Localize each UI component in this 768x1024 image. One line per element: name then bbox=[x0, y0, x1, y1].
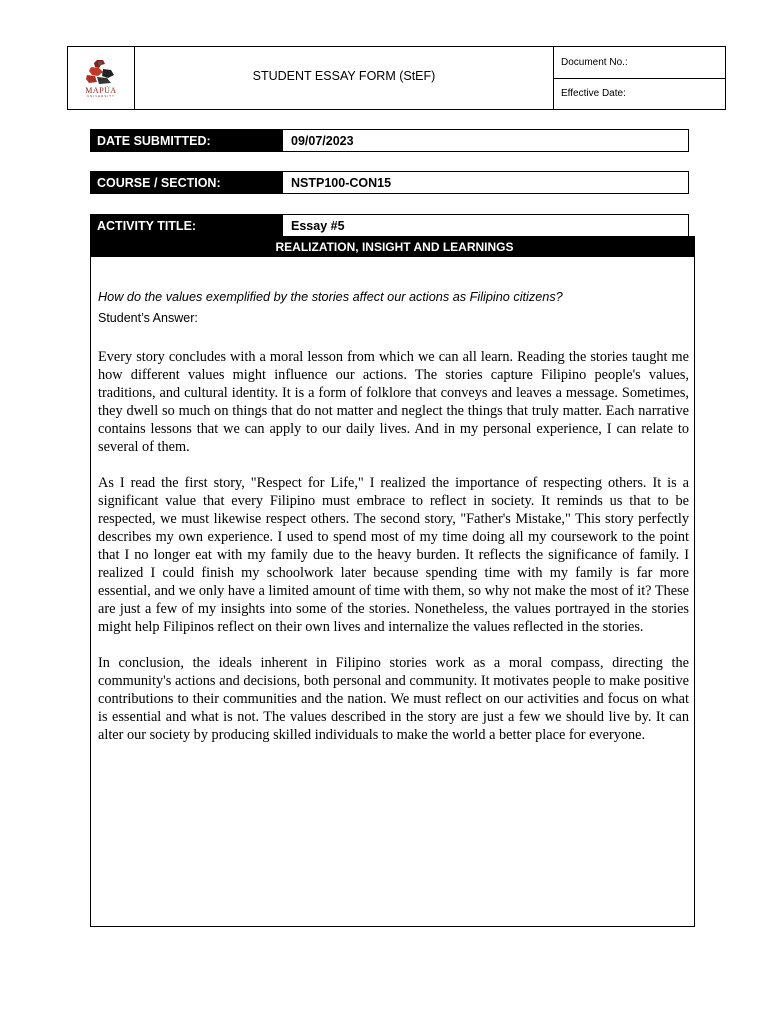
logo-wordmark: MAPÚA bbox=[85, 86, 117, 95]
document-no-label: Document No.: bbox=[561, 56, 628, 68]
essay-box bbox=[90, 257, 695, 927]
document-meta bbox=[554, 47, 725, 109]
activity-title-value: Essay #5 bbox=[283, 214, 689, 237]
logo-subtext: UNIVERSITY bbox=[86, 94, 115, 98]
essay-paragraph: As I read the first story, "Respect for Life," I realized the importance of respecting others. It is a significant value that every Filipino must embrace to reflect in society. It reminds us that to be respected, we must likewise respect others. The second story, "Father's Mistake," This story perfectly describes my own experience. I used to spend most of my time doing all my coursework to the point that I no longer eat with my family due to the heavy burden. It reflects the significance of family. I realized I could finish my schoolwork later because spending time with my family is far more essential, and we only have a limited amount of time with them, so why not make the most of it? These are just a few of my insights into some of the stories. Nonetheless, the values portrayed in the stories might help Filipinos reflect on their own lives and internalize the values reflected in the stories. bbox=[98, 475, 689, 635]
logo-cell bbox=[68, 47, 135, 109]
activity-title-label: ACTIVITY TITLE: bbox=[90, 214, 283, 237]
essay-question: How do the values exemplified by the stories affect our actions as Filipino citizens? bbox=[98, 290, 563, 304]
date-submitted-label: DATE SUBMITTED: bbox=[90, 129, 283, 152]
section-title: REALIZATION, INSIGHT AND LEARNINGS bbox=[90, 236, 695, 257]
effective-date-label: Effective Date: bbox=[554, 78, 725, 110]
course-section-label: COURSE / SECTION: bbox=[90, 171, 283, 194]
essay-paragraph: Every story concludes with a moral lesson from which we can all learn. Reading the stories taught me how different values might influence our actions. The stories capture Filipino people's values, traditions, and cultural identity. It is a form of folklore that conveys and leaves a message. Sometimes, they dwell so much on things that do not matter and neglect the things that truly matter. Each narrative contains lessons that we can apply to our daily lives. And in my personal experience, I can relate to several of them. bbox=[98, 349, 689, 455]
mapua-logo-icon bbox=[81, 58, 121, 86]
course-section-row bbox=[90, 171, 689, 194]
activity-title-row bbox=[90, 214, 689, 237]
date-submitted-row bbox=[90, 129, 689, 152]
essay-paragraph: In conclusion, the ideals inherent in Filipino stories work as a moral compass, directing the community's actions and decisions, both personal and community. It motivates people to make positive contributions to their communities and the nation. We must reflect on our activities and focus on what is essential and what is not. The values described in the story are just a few we should live by. It can alter our society by producing skilled individuals to make the world a better place for everyone. bbox=[98, 655, 689, 743]
essay-body bbox=[98, 348, 689, 744]
form-header bbox=[67, 46, 726, 110]
course-section-value: NSTP100-CON15 bbox=[283, 171, 689, 194]
form-title: STUDENT ESSAY FORM (StEF) bbox=[135, 47, 554, 109]
date-submitted-value: 09/07/2023 bbox=[283, 129, 689, 152]
answer-label: Student’s Answer: bbox=[98, 311, 198, 325]
